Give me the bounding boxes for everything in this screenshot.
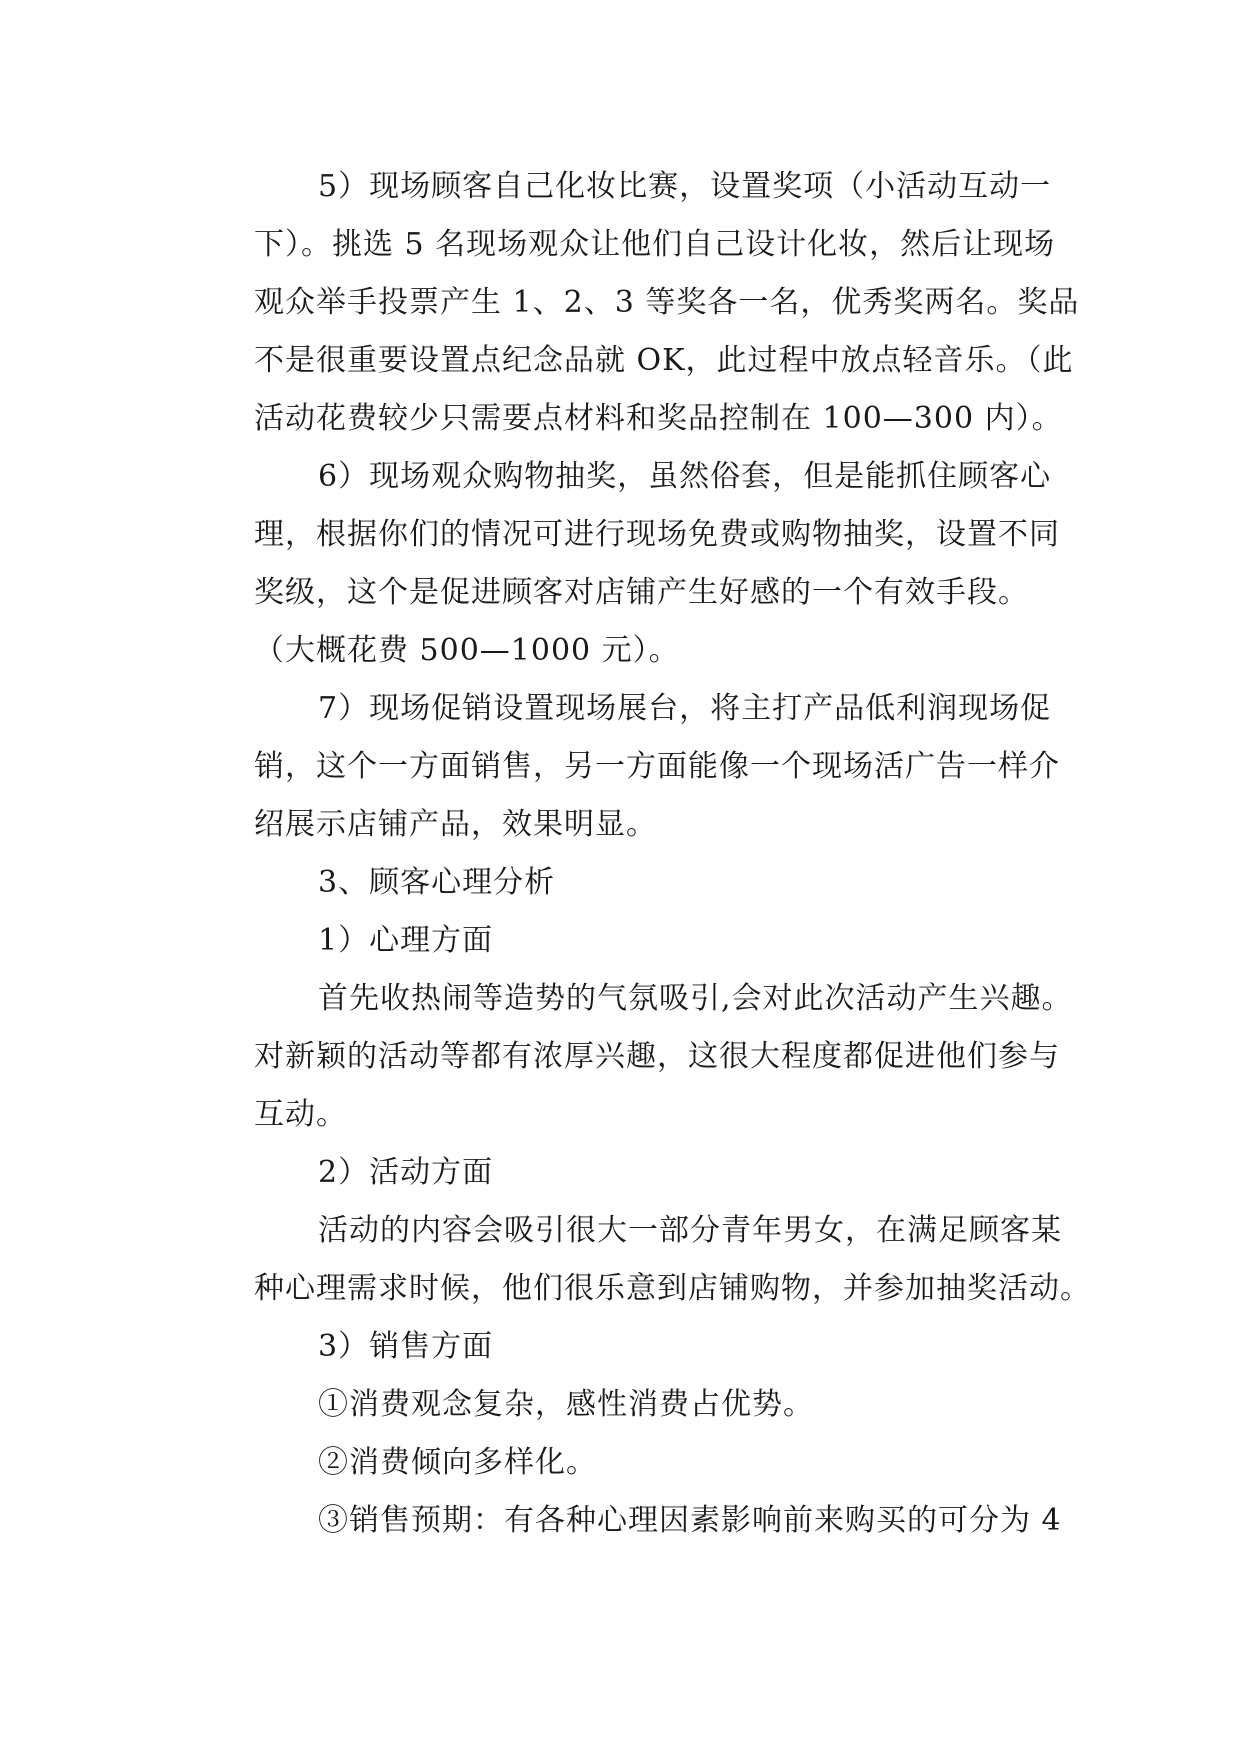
subheading-psychology	[190, 912, 1050, 970]
heading-text: 2）活动方面	[318, 1155, 494, 1190]
text-line: 绍展示店铺产品，效果明显。	[254, 807, 657, 842]
text-line: 理，根据你们的情况可进行现场免费或购物抽奖，设置不同	[254, 517, 1060, 552]
subheading-sales	[190, 1318, 1050, 1376]
text-line: 种心理需求时候，他们很乐意到店铺购物，并参加抽奖活动。	[254, 1271, 1091, 1306]
text-line: 对新颖的活动等都有浓厚兴趣，这很大程度都促进他们参与	[254, 1039, 1060, 1074]
text-line: 5）现场顾客自己化妆比赛，设置奖项（小活动互动一	[318, 169, 1052, 204]
text-line: 首先收热闹等造势的气氛吸引,会对此次活动产生兴趣。	[318, 981, 1073, 1016]
text-line: 活动的内容会吸引很大一部分青年男女，在满足顾客某	[318, 1213, 1062, 1248]
text-line: （大概花费 500—1000 元）。	[254, 633, 680, 668]
heading-text: 1）心理方面	[318, 923, 494, 958]
paragraph-psychology	[190, 970, 1073, 1144]
text-line: ②消费倾向多样化。	[318, 1445, 597, 1480]
paragraph-activity	[190, 1202, 1091, 1318]
text-line: 下）。挑选 5 名现场观众让他们自己设计化妆，然后让现场	[254, 227, 1056, 262]
subheading-activity	[190, 1144, 1050, 1202]
text-line: 奖级，这个是促进顾客对店铺产生好感的一个有效手段。	[254, 575, 1029, 610]
paragraph-item-5	[190, 158, 1080, 448]
text-line: ③销售预期：有各种心理因素影响前来购买的可分为 4	[318, 1503, 1062, 1538]
heading-text: 3）销售方面	[318, 1329, 494, 1364]
list-item-3	[190, 1492, 1062, 1550]
text-line: 活动花费较少只需要点材料和奖品控制在 100—300 内）。	[254, 401, 1063, 436]
list-item-2	[190, 1434, 1050, 1492]
text-line: 6）现场观众购物抽奖，虽然俗套，但是能抓住顾客心	[318, 459, 1052, 494]
list-item-1	[190, 1376, 1050, 1434]
text-line: ①消费观念复杂，感性消费占优势。	[318, 1387, 814, 1422]
document-body	[190, 158, 1091, 1550]
text-line: 7）现场促销设置现场展台，将主打产品低利润现场促	[318, 691, 1052, 726]
paragraph-item-6	[190, 448, 1060, 680]
heading-text: 3、顾客心理分析	[318, 865, 556, 900]
text-line: 不是很重要设置点纪念品就 OK，此过程中放点轻音乐。（此	[254, 343, 1074, 378]
text-line: 观众举手投票产生 1、2、3 等奖各一名，优秀奖两名。奖品	[254, 285, 1080, 320]
section-heading-customer-psychology	[190, 854, 1050, 912]
text-line: 销，这个一方面销售，另一方面能像一个现场活广告一样介	[254, 749, 1060, 784]
text-line: 互动。	[254, 1097, 347, 1132]
paragraph-item-7	[190, 680, 1060, 854]
